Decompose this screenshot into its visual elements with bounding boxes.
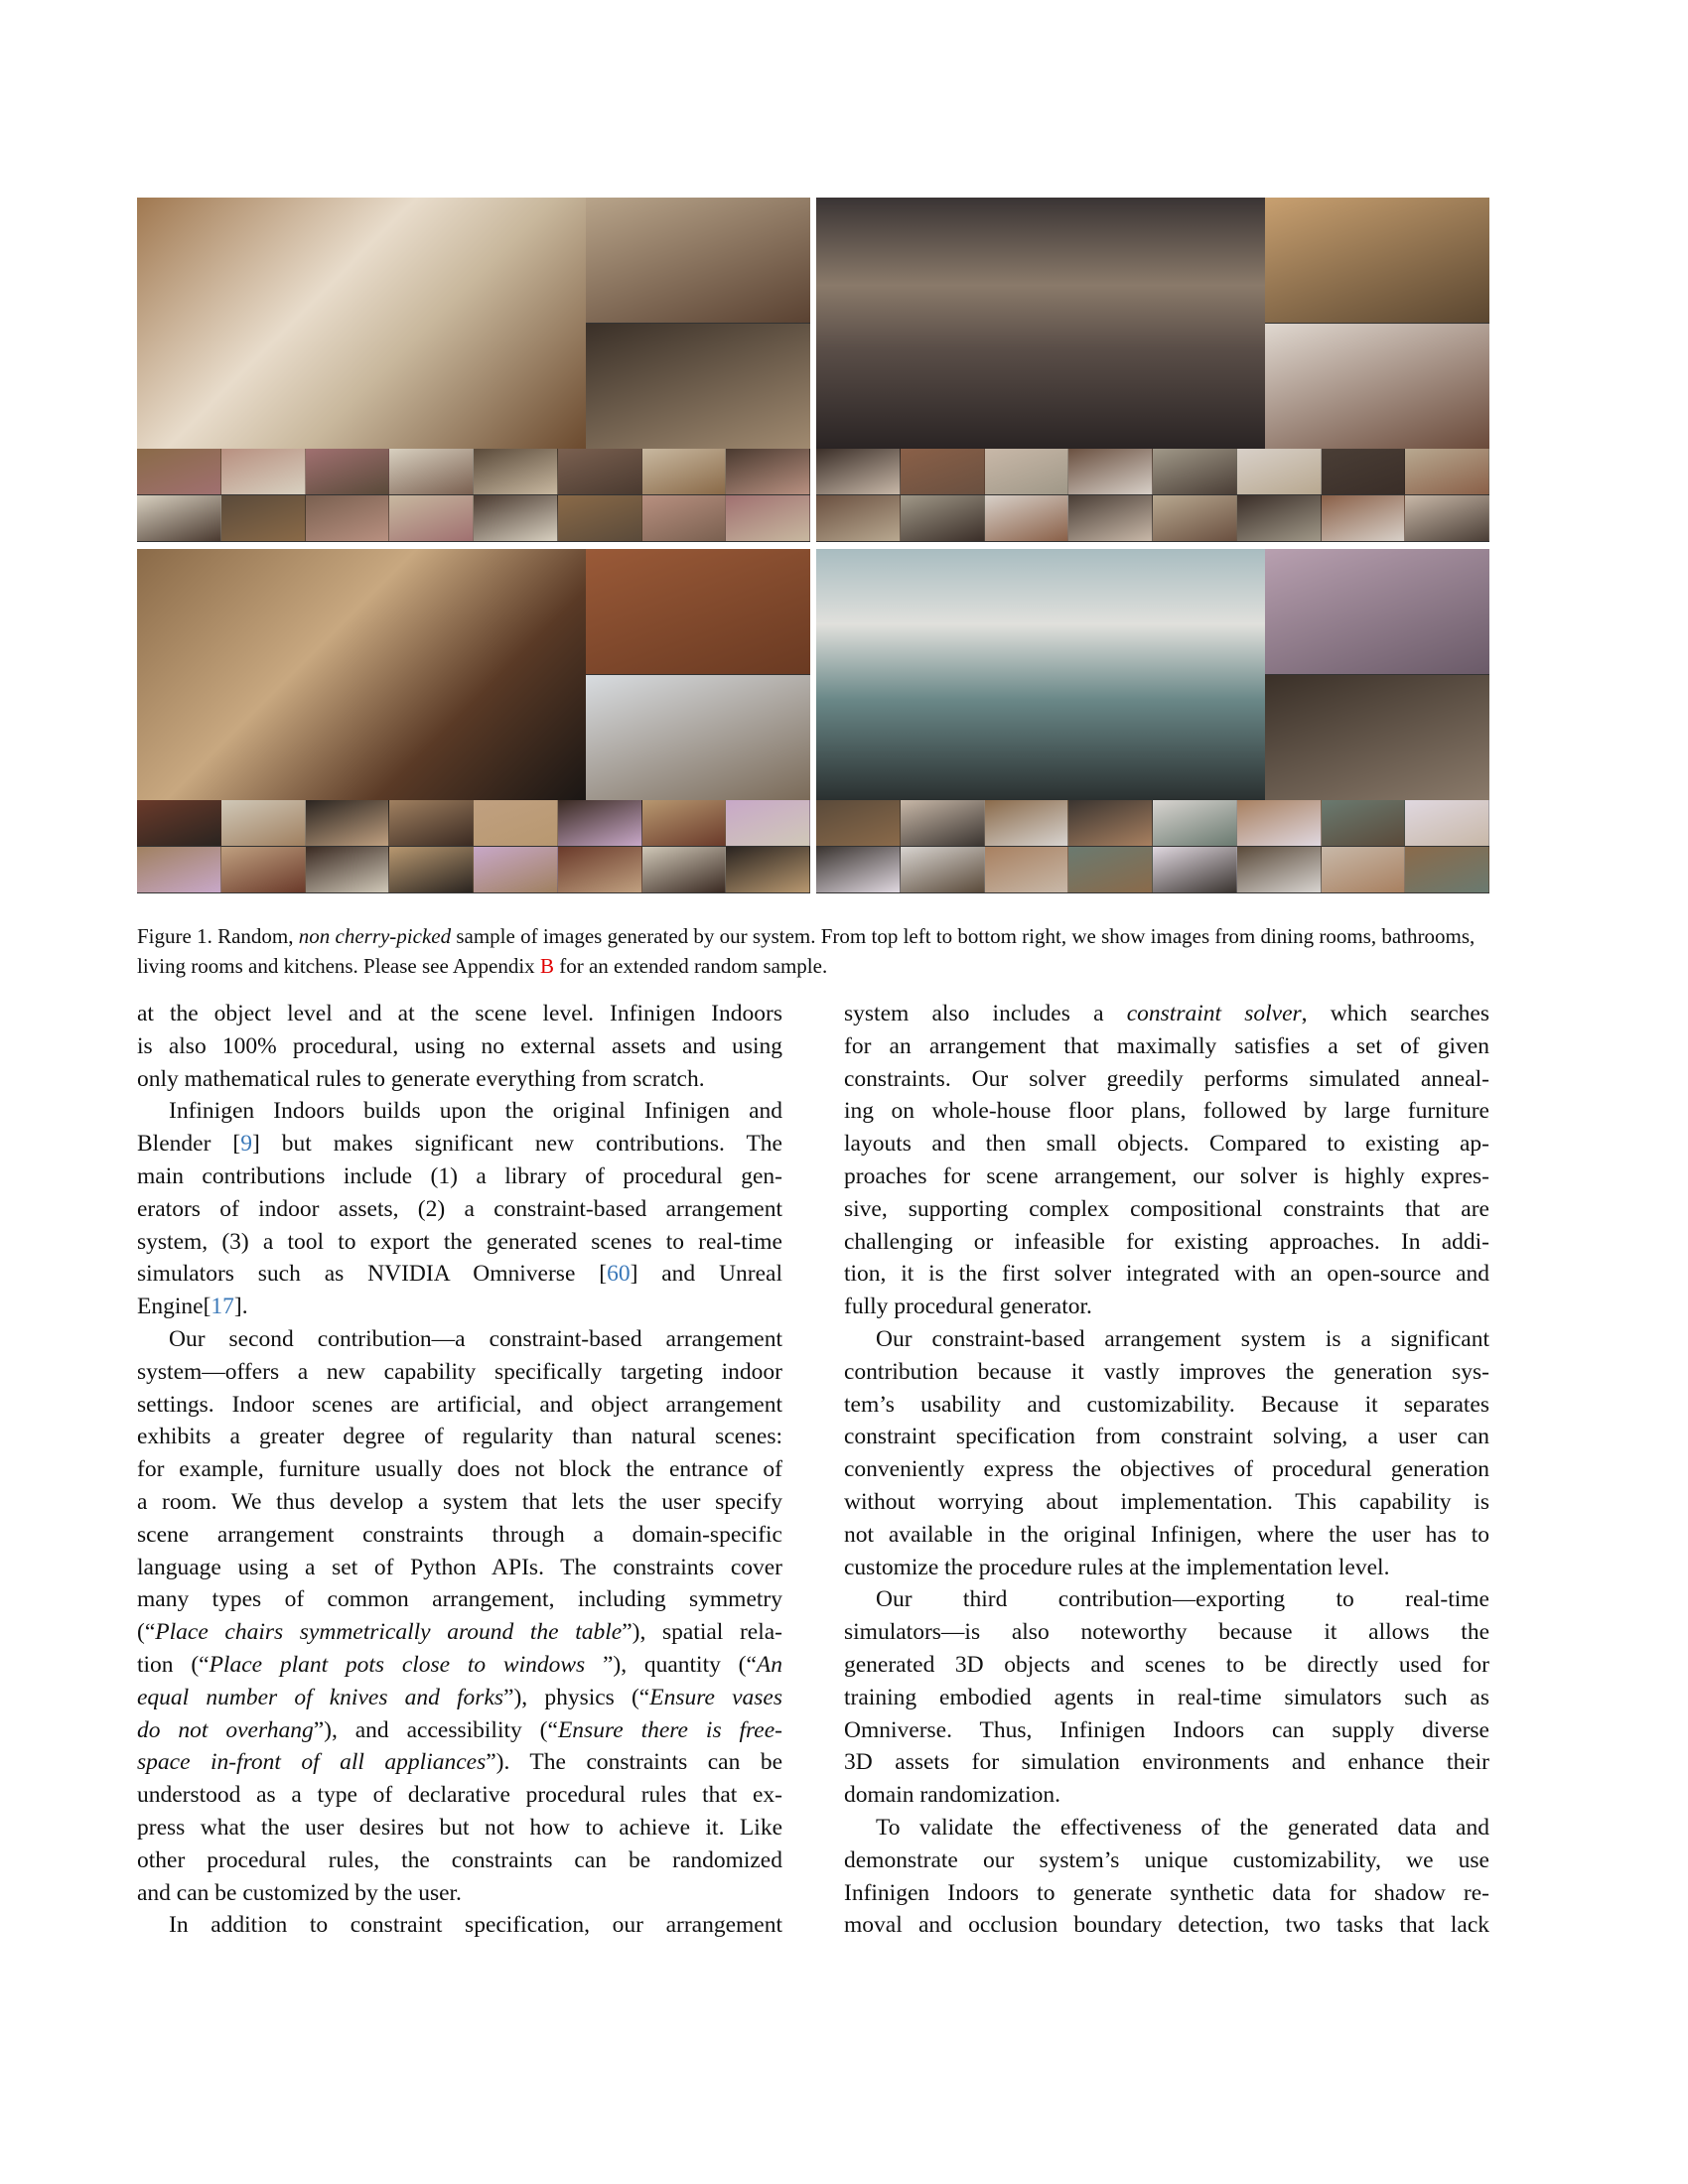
text-segment: layouts and then small objects. Compared to existing ap- (844, 1131, 1489, 1158)
kitchens-panel (816, 549, 1489, 893)
render-thumbnail (1068, 495, 1153, 541)
render-thumbnail (901, 449, 985, 494)
text-segment: , which searches (1301, 1001, 1489, 1026)
text-segment: tion, it is the first solver integrated with an open-source and (844, 1261, 1489, 1288)
text-segment: generated 3D objects and scenes to be directly used for (844, 1651, 1489, 1678)
text-line (844, 1583, 1489, 1616)
text-line (844, 1356, 1489, 1389)
render-thumbnail (389, 800, 474, 846)
caption-text: Figure 1. Random, (137, 924, 299, 948)
text-line (844, 1421, 1489, 1453)
text-segment: without worrying about implementation. This capability is (844, 1488, 1489, 1515)
text-line (137, 1682, 782, 1714)
render-thumbnail (1405, 800, 1489, 846)
text-segment: contribution because it vastly improves the generation sys- (844, 1358, 1489, 1385)
text-segment: Infinigen Indoors builds upon the original Infinigen and (169, 1098, 782, 1125)
text-segment: understood as a type of declarative procedural rules that ex- (137, 1782, 782, 1809)
render-thumbnail (1265, 324, 1489, 449)
render-thumbnail (474, 449, 558, 494)
render-thumbnail (137, 449, 221, 494)
text-segment: press what the user desires but not how to achieve it. Like (137, 1814, 782, 1841)
text-segment: ] but makes significant new contributions. The (251, 1131, 782, 1158)
text-line (844, 1616, 1489, 1649)
render-thumbnail (1068, 847, 1153, 892)
render-thumbnail (1153, 449, 1237, 494)
text-line (137, 1323, 782, 1356)
text-segment: Place plant pots close to windows (209, 1651, 603, 1678)
render-thumbnail (901, 847, 985, 892)
text-segment: simulators—is also noteworthy because it allows the (844, 1619, 1489, 1646)
text-line (844, 1486, 1489, 1519)
text-segment: Engine[ (137, 1294, 211, 1320)
figure-caption (137, 921, 1489, 981)
render-thumbnail (306, 800, 390, 846)
text-line (844, 1389, 1489, 1422)
text-line (844, 1030, 1489, 1063)
thumbnail-row (816, 495, 1489, 541)
render-thumbnail (137, 800, 221, 846)
bathrooms-panel (137, 549, 810, 893)
text-segment: and can be customized by the user. (137, 1879, 462, 1906)
right-text-column (844, 998, 1489, 1942)
text-segment: Our third contribution—exporting to real-time (876, 1586, 1489, 1613)
thumbnail-row (816, 800, 1489, 846)
render-thumbnail (474, 495, 558, 541)
render-thumbnail (985, 495, 1069, 541)
render-thumbnail (306, 449, 390, 494)
render-thumbnail (726, 800, 810, 846)
text-segment: sive, supporting complex compositional constraints that are (844, 1195, 1489, 1222)
render-thumbnail (586, 549, 810, 674)
living-rooms-panel (816, 198, 1489, 542)
text-segment: In addition to constraint specification, our arrangement (169, 1912, 782, 1939)
text-segment: at the object level and at the scene level. Infinigen Indoors (137, 1001, 782, 1026)
text-segment: language using a set of Python APIs. The constraints cover (137, 1554, 782, 1580)
render-thumbnail (1153, 847, 1237, 892)
text-segment: for an arrangement that maximally satisfies a set of given (844, 1032, 1489, 1059)
render-thumbnail (1237, 495, 1322, 541)
render-thumbnail (1265, 675, 1489, 800)
text-line (137, 1746, 782, 1779)
text-segment: training embodied agents in real-time simulators such as (844, 1684, 1489, 1710)
text-segment: Blender [ (137, 1131, 241, 1158)
render-thumbnail (1153, 800, 1237, 846)
text-line (137, 1095, 782, 1128)
text-segment: do not overhang (137, 1716, 314, 1743)
text-segment: To validate the effectiveness of the generated data and (876, 1814, 1489, 1841)
text-segment: Infinigen Indoors to generate synthetic data for shadow re- (844, 1879, 1489, 1906)
text-line (844, 998, 1489, 1030)
text-line (844, 1746, 1489, 1779)
render-thumbnail (137, 847, 221, 892)
render-thumbnail (726, 449, 810, 494)
text-segment: ”), spatial rela- (622, 1619, 782, 1646)
text-line (137, 1779, 782, 1812)
text-segment: ”). The constraints can be (486, 1749, 782, 1776)
text-line (844, 1909, 1489, 1942)
text-line (844, 1812, 1489, 1844)
text-segment: Place chairs symmetrically around the table (155, 1619, 623, 1646)
figure-1-image-mosaic (137, 198, 1489, 893)
text-line (844, 1844, 1489, 1877)
text-segment: system, (3) a tool to export the generated scenes to real-time (137, 1228, 782, 1255)
text-line (137, 1877, 782, 1910)
text-segment: tem’s usability and customizability. Because it separates (844, 1391, 1489, 1418)
text-line (844, 1193, 1489, 1226)
text-line (844, 1552, 1489, 1584)
text-line (844, 1453, 1489, 1486)
text-line (844, 1095, 1489, 1128)
caption-text: sample of images generated by our system. From top left to bottom right, we show images from dining rooms, bathrooms, living rooms and kitchens. Please see Appendix (137, 924, 1476, 978)
text-segment: Ensure vases (649, 1684, 782, 1710)
text-segment: Our constraint-based arrangement system is a significant (876, 1325, 1489, 1352)
text-line (844, 1291, 1489, 1323)
text-segment: ] and Unreal (630, 1261, 782, 1288)
text-line (137, 1030, 782, 1063)
render-thumbnail (1068, 800, 1153, 846)
render-thumbnail (221, 800, 306, 846)
text-segment: tion (“ (137, 1651, 210, 1678)
text-segment: An (756, 1651, 782, 1678)
text-segment: ”), physics (“ (503, 1684, 650, 1710)
thumbnail-row (137, 495, 810, 541)
text-segment: fully procedural generator. (844, 1294, 1092, 1320)
render-thumbnail (642, 449, 727, 494)
text-line (844, 1063, 1489, 1096)
render-thumbnail (1265, 549, 1489, 674)
render-thumbnail (1322, 449, 1406, 494)
main-render-image (816, 549, 1265, 800)
text-segment: exhibits a greater degree of regularity than natural scenes: (137, 1424, 782, 1450)
render-thumbnail (816, 800, 901, 846)
text-line (137, 1616, 782, 1649)
render-thumbnail (816, 495, 901, 541)
text-segment: (“ (137, 1619, 156, 1646)
thumbnail-row (137, 449, 810, 494)
text-line (137, 1356, 782, 1389)
citation-link[interactable]: 17 (211, 1294, 234, 1320)
text-segment: system—offers a new capability specifically targeting indoor (137, 1358, 782, 1385)
text-line (844, 1323, 1489, 1356)
text-line (137, 1649, 782, 1682)
render-thumbnail (221, 449, 306, 494)
text-segment: system also includes a (844, 1001, 1127, 1026)
text-line (137, 1486, 782, 1519)
text-segment: Our second contribution—a constraint-based arrangement (169, 1325, 782, 1352)
render-thumbnail (306, 495, 390, 541)
text-segment: ”), and accessibility (“ (313, 1716, 558, 1743)
render-thumbnail (985, 847, 1069, 892)
text-segment: simulators such as NVIDIA Omniverse [ (137, 1261, 608, 1288)
text-segment: customize the procedure rules at the implementation level. (844, 1554, 1390, 1580)
text-line (844, 1519, 1489, 1552)
text-segment: scene arrangement constraints through a domain-specific (137, 1521, 782, 1548)
text-line (137, 1583, 782, 1616)
render-thumbnail (389, 847, 474, 892)
render-thumbnail (558, 495, 642, 541)
text-segment: main contributions include (1) a library of procedural gen- (137, 1162, 782, 1189)
text-line (137, 1160, 782, 1193)
text-segment: equal number of knives and forks (137, 1684, 504, 1710)
text-segment: ]. (233, 1294, 248, 1320)
render-thumbnail (985, 800, 1069, 846)
left-text-column (137, 998, 782, 1942)
main-render-image (816, 198, 1265, 449)
text-line (137, 1519, 782, 1552)
text-line (137, 1063, 782, 1096)
render-thumbnail (642, 800, 727, 846)
text-segment: Ensure there is free- (557, 1716, 782, 1743)
text-segment: challenging or infeasible for existing approaches. In addi- (844, 1228, 1489, 1255)
text-segment: only mathematical rules to generate everything from scratch. (137, 1065, 705, 1092)
text-line (137, 1128, 782, 1160)
text-line (137, 1291, 782, 1323)
text-segment: settings. Indoor scenes are artificial, and object arrangement (137, 1391, 782, 1418)
text-segment: Omniverse. Thus, Infinigen Indoors can supply diverse (844, 1716, 1489, 1743)
render-thumbnail (389, 449, 474, 494)
text-line (137, 998, 782, 1030)
text-segment: space in-front of all appliances (137, 1749, 487, 1776)
render-thumbnail (642, 495, 727, 541)
text-segment: ing on whole-house floor plans, followed by large furniture (844, 1098, 1489, 1125)
render-thumbnail (901, 800, 985, 846)
render-thumbnail (1237, 449, 1322, 494)
render-thumbnail (1237, 800, 1322, 846)
text-segment: domain randomization. (844, 1782, 1060, 1809)
render-thumbnail (586, 675, 810, 800)
text-line (137, 1258, 782, 1291)
render-thumbnail (985, 449, 1069, 494)
render-thumbnail (726, 847, 810, 892)
text-line (137, 1552, 782, 1584)
render-thumbnail (221, 847, 306, 892)
text-segment: a room. We thus develop a system that lets the user specify (137, 1488, 782, 1515)
text-segment: ”), quantity (“ (602, 1651, 757, 1678)
caption-text: non cherry-picked (298, 924, 452, 948)
render-thumbnail (1265, 198, 1489, 323)
text-segment: conveniently express the objectives of procedural generation (844, 1456, 1489, 1483)
render-thumbnail (389, 495, 474, 541)
render-thumbnail (474, 800, 558, 846)
citation-link[interactable]: 60 (607, 1261, 631, 1288)
text-line (844, 1649, 1489, 1682)
text-line (137, 1453, 782, 1486)
text-segment: erators of indoor assets, (2) a constraint-based arrangement (137, 1195, 782, 1222)
thumbnail-row (137, 800, 810, 846)
render-thumbnail (474, 847, 558, 892)
thumbnail-row (137, 847, 810, 892)
text-line (844, 1258, 1489, 1291)
thumbnail-row (816, 847, 1489, 892)
render-thumbnail (558, 800, 642, 846)
render-thumbnail (1153, 495, 1237, 541)
render-thumbnail (1322, 495, 1406, 541)
render-thumbnail (1068, 449, 1153, 494)
text-line (137, 1421, 782, 1453)
text-line (137, 1193, 782, 1226)
thumbnail-row (816, 449, 1489, 494)
text-segment: constraint solver (1126, 1001, 1302, 1026)
text-line (137, 1226, 782, 1259)
text-line (844, 1160, 1489, 1193)
text-segment: for example, furniture usually does not block the entrance of (137, 1456, 782, 1483)
appendix-link[interactable]: B (539, 954, 554, 978)
render-thumbnail (1405, 847, 1489, 892)
render-thumbnail (558, 847, 642, 892)
render-thumbnail (1405, 495, 1489, 541)
render-thumbnail (137, 495, 221, 541)
render-thumbnail (586, 198, 810, 323)
render-thumbnail (901, 495, 985, 541)
text-line (844, 1682, 1489, 1714)
citation-link[interactable]: 9 (240, 1131, 252, 1158)
text-line (844, 1779, 1489, 1812)
render-thumbnail (1405, 449, 1489, 494)
text-segment: moval and occlusion boundary detection, two tasks that lack (844, 1912, 1489, 1939)
main-render-image (137, 198, 586, 449)
main-render-image (137, 549, 586, 800)
render-thumbnail (816, 449, 901, 494)
text-line (137, 1389, 782, 1422)
text-segment: demonstrate our system’s unique customizability, we use (844, 1846, 1489, 1873)
render-thumbnail (558, 449, 642, 494)
text-segment: many types of common arrangement, including symmetry (137, 1586, 782, 1613)
render-thumbnail (221, 495, 306, 541)
render-thumbnail (306, 847, 390, 892)
text-segment: not available in the original Infinigen, where the user has to (844, 1521, 1489, 1548)
render-thumbnail (1237, 847, 1322, 892)
render-thumbnail (726, 495, 810, 541)
render-thumbnail (816, 847, 901, 892)
render-thumbnail (642, 847, 727, 892)
text-line (137, 1714, 782, 1747)
text-line (137, 1844, 782, 1877)
text-line (844, 1714, 1489, 1747)
render-thumbnail (586, 324, 810, 449)
text-segment: constraint specification from constraint solving, a user can (844, 1424, 1489, 1450)
render-thumbnail (1322, 800, 1406, 846)
caption-text: for an extended random sample. (553, 954, 828, 978)
text-line (844, 1226, 1489, 1259)
text-segment: is also 100% procedural, using no external assets and using (137, 1032, 782, 1059)
text-segment: proaches for scene arrangement, our solver is highly expres- (844, 1162, 1489, 1189)
render-thumbnail (1322, 847, 1406, 892)
text-segment: constraints. Our solver greedily performs simulated anneal- (844, 1065, 1489, 1092)
dining-rooms-panel (137, 198, 810, 542)
text-line (137, 1812, 782, 1844)
text-segment: other procedural rules, the constraints can be randomized (137, 1846, 782, 1873)
text-line (137, 1909, 782, 1942)
text-line (844, 1128, 1489, 1160)
text-segment: 3D assets for simulation environments and enhance their (844, 1749, 1489, 1776)
text-line (844, 1877, 1489, 1910)
